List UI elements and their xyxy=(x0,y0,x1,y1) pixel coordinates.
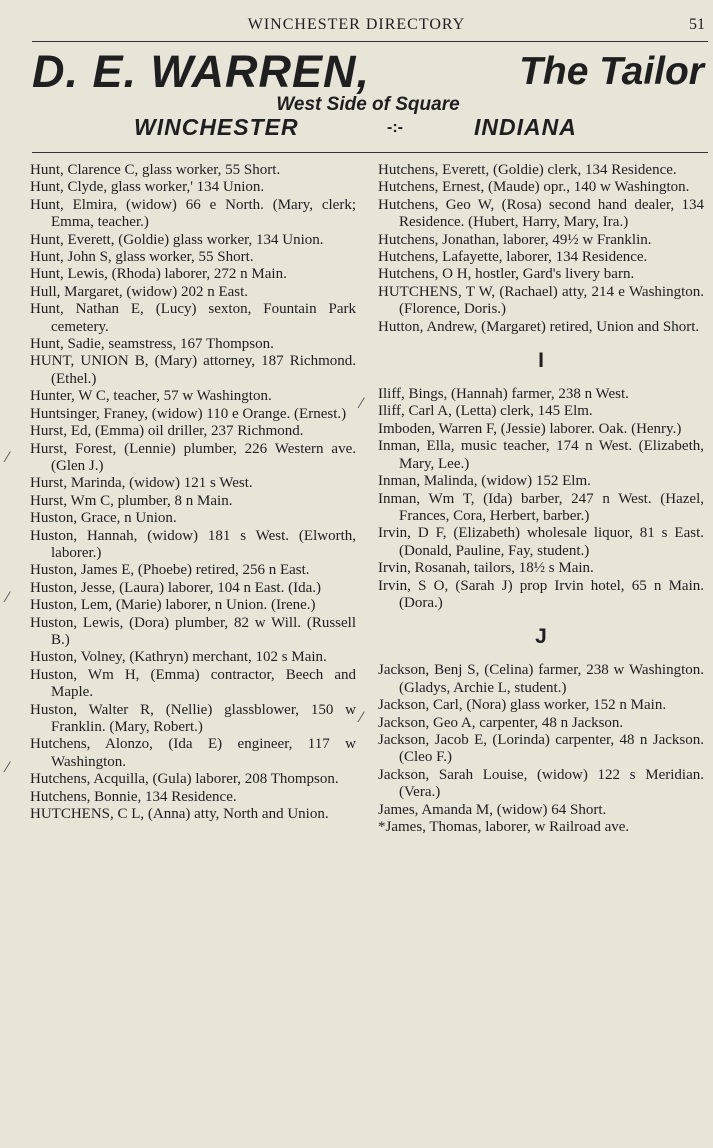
directory-entry: Huston, Wm H, (Emma) contractor, Beech and Maple. xyxy=(30,666,356,701)
ad-separator: -:- xyxy=(387,119,403,136)
directory-entry: Imboden, Warren F, (Jessie) laborer. Oak. (Henry.) xyxy=(378,420,682,437)
directory-entry: HUNT, UNION B, (Mary) attorney, 187 Richmond. (Ethel.) xyxy=(30,353,356,387)
directory-entry: Hutchens, Acquilla, (Gula) laborer, 208 Thompson. xyxy=(30,771,339,788)
ad-business-name: D. E. WARREN, xyxy=(32,46,371,97)
directory-entry: Hunt, Lewis, (Rhoda) laborer, 272 n Main. xyxy=(30,266,287,283)
directory-entry: Irvin, Rosanah, tailors, 18½ s Main. xyxy=(378,560,594,577)
i-entries xyxy=(378,386,704,612)
h-entries xyxy=(378,162,704,336)
directory-entry: Iliff, Carl A, (Letta) clerk, 145 Elm. xyxy=(378,403,593,420)
directory-entry: Huntsinger, Franey, (widow) 110 e Orange. (Ernest.) xyxy=(30,405,347,422)
directory-entry: *James, Thomas, laborer, w Railroad ave. xyxy=(378,819,630,835)
directory-entry: Hutchens, Ernest, (Maude) opr., 140 w Washington. xyxy=(378,179,690,196)
tailor-advertisement xyxy=(30,46,706,146)
directory-entry: Inman, Malinda, (widow) 152 Elm. xyxy=(378,473,591,490)
directory-entry: Jackson, Sarah Louise, (widow) 122 s Meridian. (Vera.) xyxy=(378,766,704,801)
directory-entry: Hunt, Sadie, seamstress, 167 Thompson. xyxy=(30,336,274,353)
directory-entry: Huston, Lem, (Marie) laborer, n Union. (Irene.) xyxy=(30,597,316,614)
directory-entry: Hunt, Nathan E, (Lucy) sexton, Fountain Park cemetery. xyxy=(30,301,356,335)
directory-entry: Hutchens, O H, hostler, Gard's livery barn. xyxy=(378,266,635,283)
directory-entry: Hurst, Forest, (Lennie) plumber, 226 Western ave. (Glen J.) xyxy=(30,440,356,474)
pencil-mark: ⁄ xyxy=(6,760,9,776)
directory-entry: Jackson, Benj S, (Celina) farmer, 238 w Washington. (Gladys, Archie L, student.) xyxy=(378,662,704,696)
directory-entry: Hunt, John S, glass worker, 55 Short. xyxy=(30,249,254,266)
directory-entry: HUTCHENS, C L, (Anna) atty, North and Union. xyxy=(30,806,329,823)
directory-entry: Inman, Ella, music teacher, 174 n West. (Elizabeth, Mary, Lee.) xyxy=(378,438,704,472)
directory-entry: Huston, Jesse, (Laura) laborer, 104 n East. (Ida.) xyxy=(30,579,321,596)
directory-entry: Hull, Margaret, (widow) 202 n East. xyxy=(30,283,249,300)
directory-entry: Inman, Wm T, (Ida) barber, 247 n West. (Hazel, Frances, Cora, Herbert, barber.) xyxy=(378,490,704,524)
directory-entry: Hunt, Clyde, glass worker,' 134 Union. xyxy=(30,179,265,196)
directory-entry: Irvin, S O, (Sarah J) prop Irvin hotel, 65 n Main. (Dora.) xyxy=(378,577,704,611)
directory-entry: Hutchens, Alonzo, (Ida E) engineer, 117 w Washington. xyxy=(30,736,356,770)
directory-entry: Hutchens, Bonnie, 134 Residence. xyxy=(30,788,237,805)
directory-entry: Hutchens, Geo W, (Rosa) second hand dealer, 134 Residence. (Hubert, Harry, Mary, Ira.) xyxy=(378,196,704,231)
header-rule xyxy=(32,41,708,42)
directory-entry: Hunt, Elmira, (widow) 66 e North. (Mary, clerk; Emma, teacher.) xyxy=(30,196,356,231)
ad-trade: The Tailor xyxy=(519,50,704,93)
section-letter-i: I xyxy=(538,349,544,373)
directory-entry: Hutchens, Everett, (Goldie) clerk, 134 Residence. xyxy=(378,162,677,178)
directory-entry: James, Amanda M, (widow) 64 Short. xyxy=(378,801,607,818)
pencil-mark: ⁄ xyxy=(6,590,9,606)
section-letter-j: J xyxy=(535,625,547,649)
running-head xyxy=(0,16,713,38)
directory-entry: Hurst, Marinda, (widow) 121 s West. xyxy=(30,475,253,492)
directory-entry: HUTCHENS, T W, (Rachael) atty, 214 e Washington. (Florence, Doris.) xyxy=(378,283,704,318)
directory-entry: Huston, Volney, (Kathryn) merchant, 102 s Main. xyxy=(30,649,327,666)
directory-entry: Hunt, Clarence C, glass worker, 55 Short. xyxy=(30,162,281,178)
pencil-mark: ⁄ xyxy=(360,396,363,412)
directory-entry: Jackson, Carl, (Nora) glass worker, 152 n Main. xyxy=(378,697,667,714)
ad-state: INDIANA xyxy=(474,114,577,140)
directory-title: WINCHESTER DIRECTORY xyxy=(247,16,466,33)
directory-entry: Huston, Walter R, (Nellie) glassblower, 150 w Franklin. (Mary, Robert.) xyxy=(30,701,356,735)
left-column xyxy=(30,162,356,823)
directory-entry: Iliff, Bings, (Hannah) farmer, 238 n West. xyxy=(378,386,629,403)
directory-entry: Hutchens, Lafayette, laborer, 134 Residence. xyxy=(378,249,648,266)
directory-entry: Huston, Grace, n Union. xyxy=(30,510,177,527)
directory-entry: Huston, Hannah, (widow) 181 s West. (Elworth, laborer.) xyxy=(30,527,356,561)
pencil-mark: ⁄ xyxy=(6,450,9,466)
directory-entry: Huston, James E, (Phoebe) retired, 256 n East. xyxy=(30,562,310,579)
directory-entry: Jackson, Geo A, carpenter, 48 n Jackson. xyxy=(378,714,624,731)
page-number: 51 xyxy=(689,16,705,33)
ad-city: WINCHESTER xyxy=(134,114,299,140)
pencil-mark: ⁄ xyxy=(360,710,363,726)
directory-entry: Hunt, Everett, (Goldie) glass worker, 134 Union. xyxy=(30,231,324,248)
ad-address: West Side of Square xyxy=(276,94,460,115)
directory-entry: Hurst, Ed, (Emma) oil driller, 237 Richmond. xyxy=(30,423,304,440)
directory-entry: Irvin, D F, (Elizabeth) wholesale liquor, 81 s East. (Donald, Pauline, Fay, student.) xyxy=(378,525,704,559)
directory-entry: Hunter, W C, teacher, 57 w Washington. xyxy=(30,388,272,405)
directory-entry: Huston, Lewis, (Dora) plumber, 82 w Will. (Russell B.) xyxy=(30,614,356,648)
ad-rule xyxy=(32,152,708,153)
right-column xyxy=(378,162,704,836)
directory-entry: Jackson, Jacob E, (Lorinda) carpenter, 48 n Jackson. (Cleo F.) xyxy=(378,731,704,766)
j-entries xyxy=(378,662,704,836)
directory-entry: Hutchens, Jonathan, laborer, 49½ w Franklin. xyxy=(378,231,652,248)
directory-entry: Hurst, Wm C, plumber, 8 n Main. xyxy=(30,492,233,509)
directory-entry: Hutton, Andrew, (Margaret) retired, Union and Short. xyxy=(378,318,700,335)
